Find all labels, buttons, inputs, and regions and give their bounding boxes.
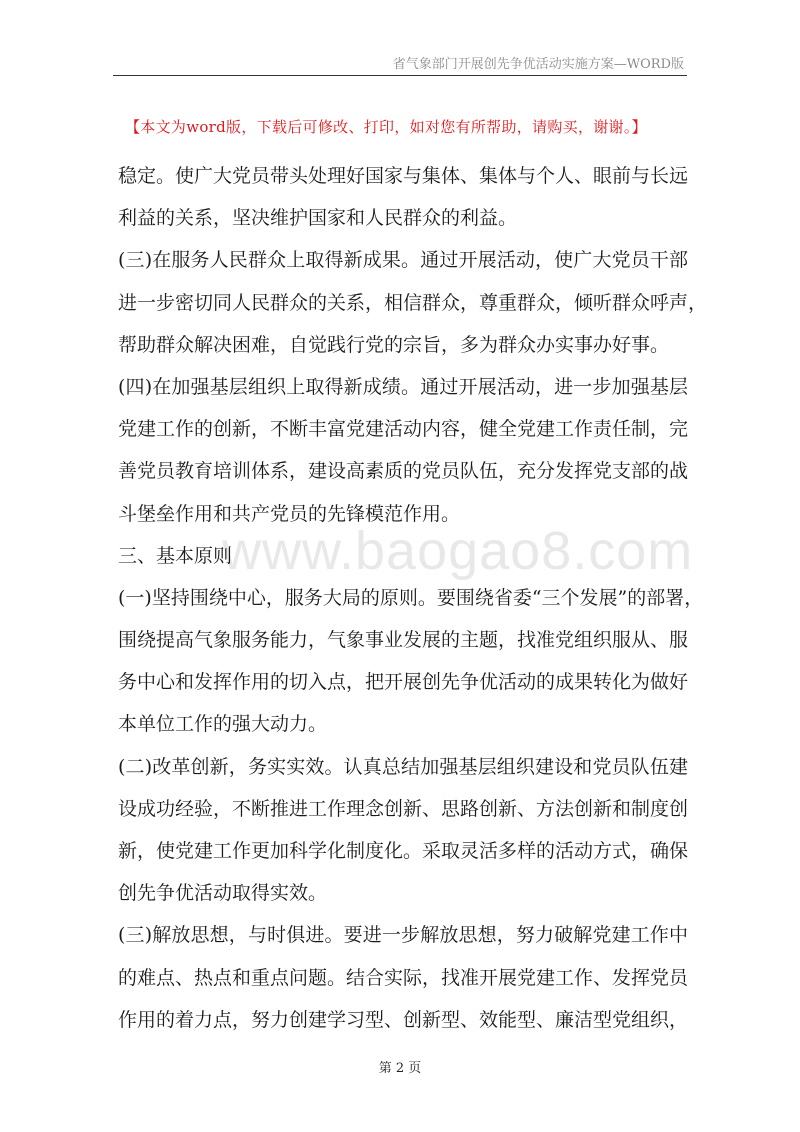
body-line: (二)改革创新，务实实效。认真总结加强基层组织建设和党员队伍建: [118, 755, 688, 778]
body-line: 帮助群众解决困难，自觉践行党的宗旨，多为群众办实事办好事。: [118, 333, 670, 356]
body-line: 的难点、热点和重点问题。结合实际，找准开展党建工作、发挥党员: [118, 966, 689, 989]
body-line: 务中心和发挥作用的切入点，把开展创先争优活动的成果转化为做好: [118, 671, 689, 694]
body-line: 设成功经验，不断推进工作理念创新、思路创新、方法创新和制度创: [118, 797, 689, 820]
body-line: 作用的着力点，努力创建学习型、创新型、效能型、廉洁型党组织，: [118, 1008, 689, 1031]
body-line: 进一步密切同人民群众的关系，相信群众，尊重群众，倾听群众呼声，: [118, 291, 708, 314]
body-line: 围绕提高气象服务能力，气象事业发展的主题，找准党组织服从、服: [118, 629, 689, 652]
body-line: (一)坚持围绕中心，服务大局的原则。要围绕省委“三个发展”的部署，: [118, 586, 704, 609]
body-line: 本单位工作的强大动力。: [118, 713, 328, 736]
body-line: (三)解放思想，与时俱进。要进一步解放思想，努力破解党建工作中: [118, 924, 688, 947]
body-line: 党建工作的创新，不断丰富党建活动内容，健全党建工作责任制，完: [118, 418, 689, 441]
body-line: (三)在服务人民群众上取得新成果。通过开展活动，使广大党员干部: [118, 249, 688, 272]
document-header-title: 省气象部门开展创先争优活动实施方案—WORD版: [392, 57, 684, 72]
body-line: 新，使党建工作更加科学化制度化。采取灵活多样的活动方式，确保: [118, 840, 689, 862]
watermark: www.baogao8.com: [222, 521, 694, 581]
download-notice: 【本文为word版，下载后可修改、打印，如对您有所帮助，请购买，谢谢。】: [125, 118, 647, 136]
document-body: [118, 155, 708, 1041]
body-line: 斗堡垒作用和共产党员的先锋模范作用。: [118, 502, 461, 525]
body-line: (四)在加强基层组织上取得新成绩。通过开展活动，进一步加强基层: [118, 375, 688, 398]
body-line: 利益的关系，坚决维护国家和人民群众的利益。: [118, 207, 518, 230]
body-line: 善党员教育培训体系，建设高素质的党员队伍，充分发挥党支部的战: [118, 460, 689, 483]
body-line: 创先争优活动取得实效。: [118, 882, 328, 905]
body-line: 稳定。使广大党员带头处理好国家与集体、集体与个人、眼前与长远: [118, 165, 689, 187]
header-divider: [113, 75, 687, 76]
page-number: 第 2 页: [378, 1061, 422, 1076]
section-heading: 三、基本原则: [118, 544, 233, 567]
